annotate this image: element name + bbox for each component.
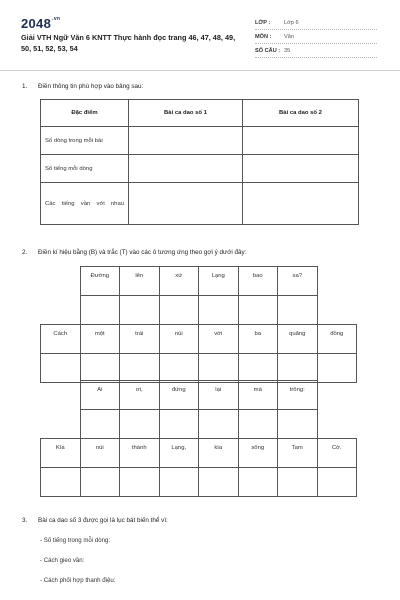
syllable-cell: đồng bbox=[317, 325, 357, 354]
syllable-cell: núi bbox=[159, 325, 199, 354]
empty-cell bbox=[317, 267, 357, 296]
meta-count-value: 35 bbox=[284, 48, 291, 54]
syllable-cell: xứ bbox=[159, 267, 199, 296]
answer-cell[interactable] bbox=[159, 468, 199, 497]
row-label: Số dòng trong mỗi bài bbox=[41, 127, 129, 155]
answer-cell[interactable] bbox=[129, 183, 243, 225]
answer-cell[interactable] bbox=[243, 155, 359, 183]
answer-cell[interactable] bbox=[41, 468, 81, 497]
meta-class-value: Lớp 6 bbox=[284, 20, 299, 26]
question-1-text: Điền thông tin phù hợp vào bảng sau: bbox=[38, 83, 144, 90]
document-title: Giải VTH Ngữ Văn 6 KNTT Thực hành đọc trang 46, 47, 48, 49, 50, 51, 52, 53, 54 bbox=[21, 33, 236, 53]
answer-cell[interactable] bbox=[238, 354, 278, 383]
answer-cell[interactable] bbox=[199, 410, 239, 439]
answer-cell[interactable] bbox=[120, 296, 160, 325]
empty-cell bbox=[41, 267, 81, 296]
q3-item-syllables: - Số tiếng trong mỗi dòng: bbox=[40, 537, 111, 544]
question-2-text: Điền kí hiệu bằng (B) và trắc (T) vào các ô tương ứng theo gợi ý dưới đây: bbox=[38, 249, 247, 256]
row-label: Các tiếng vần với nhau bbox=[41, 183, 129, 225]
syllable-cell: sông bbox=[238, 439, 278, 468]
answer-cell[interactable] bbox=[199, 354, 239, 383]
meta-subject-value: Văn bbox=[284, 34, 294, 40]
syllable-cell: kìa bbox=[199, 439, 239, 468]
question-2-number: 2. bbox=[22, 249, 28, 256]
info-table-header-cell: Bài ca dao số 1 bbox=[129, 100, 243, 127]
header-divider bbox=[0, 70, 400, 71]
syllable-cell: Lạng, bbox=[159, 439, 199, 468]
q3-item-rhyme: - Cách gieo vần: bbox=[40, 557, 85, 564]
empty-cell bbox=[317, 410, 357, 439]
logo-text: 2048 bbox=[21, 16, 52, 31]
meta-count-label: SỐ CÂU : bbox=[255, 48, 281, 54]
syllable-cell: Cờ. bbox=[317, 439, 357, 468]
answer-cell[interactable] bbox=[199, 468, 239, 497]
answer-cell[interactable] bbox=[80, 410, 120, 439]
table-row bbox=[41, 354, 357, 383]
answer-cell[interactable] bbox=[243, 183, 359, 225]
empty-cell bbox=[41, 296, 81, 325]
syllable-cell: đứng bbox=[159, 381, 199, 410]
table-row bbox=[41, 183, 359, 225]
empty-cell bbox=[317, 381, 357, 410]
syllable-cell: Tam bbox=[278, 439, 318, 468]
table-row bbox=[41, 325, 357, 354]
answer-cell[interactable] bbox=[120, 410, 160, 439]
syllable-cell: mà bbox=[238, 381, 278, 410]
answer-cell[interactable] bbox=[278, 296, 318, 325]
answer-cell[interactable] bbox=[199, 296, 239, 325]
logo-domain: .vn bbox=[52, 16, 61, 22]
answer-cell[interactable] bbox=[80, 296, 120, 325]
syllable-cell: trông: bbox=[278, 381, 318, 410]
answer-cell[interactable] bbox=[238, 468, 278, 497]
row-label: Số tiếng mỗi dòng bbox=[41, 155, 129, 183]
meta-count-row bbox=[255, 45, 377, 58]
table-row bbox=[41, 127, 359, 155]
answer-cell[interactable] bbox=[80, 354, 120, 383]
table-row bbox=[41, 439, 357, 468]
answer-cell[interactable] bbox=[159, 410, 199, 439]
answer-cell[interactable] bbox=[80, 468, 120, 497]
info-table bbox=[40, 99, 359, 225]
syllable-cell: trái bbox=[120, 325, 160, 354]
answer-cell[interactable] bbox=[159, 296, 199, 325]
question-3-text: Bài ca dao số 3 được gọi là lục bát biến thể vì: bbox=[38, 517, 168, 524]
question-1-number: 1. bbox=[22, 83, 28, 90]
syllable-cell: Đường bbox=[80, 267, 120, 296]
table-row bbox=[41, 468, 357, 497]
syllable-cell: quãng bbox=[278, 325, 318, 354]
meta-subject-row bbox=[255, 31, 377, 44]
info-table-header bbox=[41, 100, 359, 127]
syllable-cell: thành bbox=[120, 439, 160, 468]
answer-cell[interactable] bbox=[238, 296, 278, 325]
syllable-cell: núi bbox=[80, 439, 120, 468]
syllable-cell: với bbox=[199, 325, 239, 354]
table-row bbox=[41, 267, 357, 296]
table-row bbox=[41, 296, 357, 325]
answer-cell[interactable] bbox=[278, 354, 318, 383]
syllable-cell: Cách bbox=[41, 325, 81, 354]
info-table-header-cell: Bài ca dao số 2 bbox=[243, 100, 359, 127]
answer-cell[interactable] bbox=[129, 127, 243, 155]
table-row bbox=[41, 410, 357, 439]
answer-cell[interactable] bbox=[243, 127, 359, 155]
answer-cell[interactable] bbox=[159, 354, 199, 383]
meta-class-row bbox=[255, 17, 377, 30]
meta-subject-label: MÔN : bbox=[255, 34, 272, 40]
tone-grid-1 bbox=[40, 266, 357, 383]
syllable-cell: ơi, bbox=[120, 381, 160, 410]
answer-cell[interactable] bbox=[317, 354, 357, 383]
meta-class-label: LỚP : bbox=[255, 20, 271, 26]
syllable-cell: ba bbox=[238, 325, 278, 354]
syllable-cell: một bbox=[80, 325, 120, 354]
answer-cell[interactable] bbox=[120, 468, 160, 497]
syllable-cell: lại bbox=[199, 381, 239, 410]
q3-item-tone: - Cách phối hợp thanh điệu: bbox=[40, 577, 116, 584]
answer-cell[interactable] bbox=[41, 354, 81, 383]
answer-cell[interactable] bbox=[278, 468, 318, 497]
info-table-header-cell: Đặc điểm bbox=[41, 100, 129, 127]
table-row bbox=[41, 155, 359, 183]
syllable-cell: Lạng bbox=[199, 267, 239, 296]
empty-cell bbox=[41, 381, 81, 410]
site-logo[interactable] bbox=[21, 16, 60, 31]
answer-cell[interactable] bbox=[317, 468, 357, 497]
answer-cell[interactable] bbox=[120, 354, 160, 383]
empty-cell bbox=[317, 296, 357, 325]
answer-cell[interactable] bbox=[129, 155, 243, 183]
syllable-cell: xa? bbox=[278, 267, 318, 296]
empty-cell bbox=[41, 410, 81, 439]
syllable-cell: lên bbox=[120, 267, 160, 296]
answer-cell[interactable] bbox=[278, 410, 318, 439]
question-3-number: 3. bbox=[22, 517, 28, 524]
table-row bbox=[41, 381, 357, 410]
syllable-cell: Ai bbox=[80, 381, 120, 410]
syllable-cell: bao bbox=[238, 267, 278, 296]
answer-cell[interactable] bbox=[238, 410, 278, 439]
tone-grid-2 bbox=[40, 380, 357, 497]
syllable-cell: Kìa bbox=[41, 439, 81, 468]
